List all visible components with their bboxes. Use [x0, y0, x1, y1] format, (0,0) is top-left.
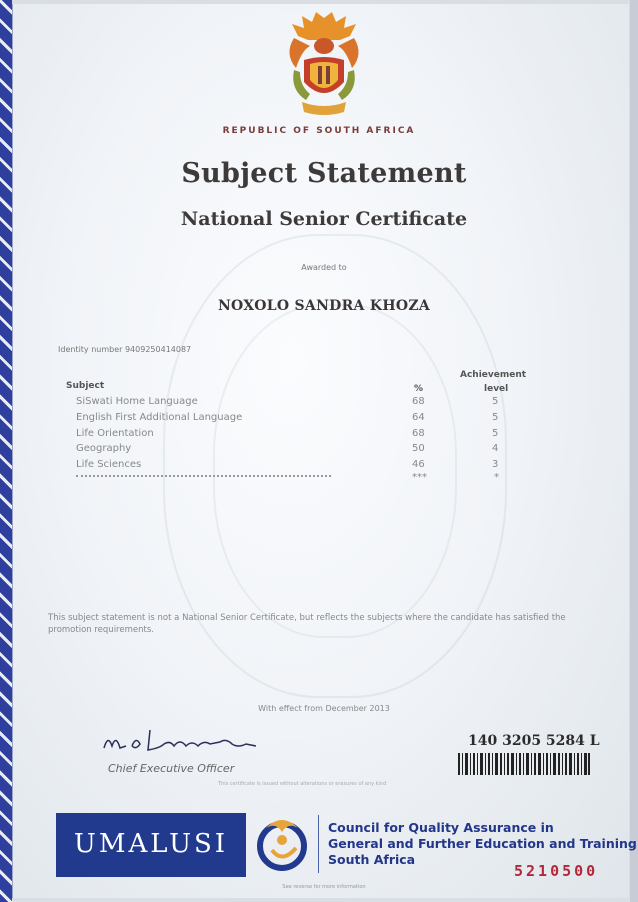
signature-icon [100, 726, 280, 762]
table-end-line [76, 475, 331, 477]
subject-name: English First Additional Language [76, 412, 243, 423]
umalusi-logo-icon [252, 810, 310, 876]
subject-name: SiSwati Home Language [76, 396, 198, 407]
subject-column-header: Subject [66, 381, 105, 391]
subject-percent: 50 [412, 443, 425, 454]
divider [318, 815, 319, 873]
document-title: Subject Statement [181, 158, 467, 189]
document-subtitle: National Senior Certificate [180, 208, 468, 230]
awarded-to-label: Awarded to [301, 263, 347, 272]
subject-percent: 68 [412, 428, 425, 439]
council-line: Council for Quality Assurance in [328, 820, 554, 835]
watermark-emblem-inner [213, 304, 457, 638]
reverse-note: See reverse for more information [282, 884, 366, 890]
subject-percent: 64 [412, 412, 425, 423]
table-end-level: * [494, 472, 499, 483]
country-heading: REPUBLIC OF SOUTH AFRICA [222, 126, 416, 136]
effective-date: With effect from December 2013 [258, 704, 390, 713]
barcode-icon [458, 753, 590, 775]
serial-number: 140 3205 5284 L [468, 733, 600, 749]
subject-level: 3 [492, 459, 499, 470]
subject-level: 4 [492, 443, 499, 454]
candidate-name: NOXOLO SANDRA KHOZA [217, 298, 431, 314]
subject-name: Life Sciences [76, 459, 142, 470]
certificate-code: 5210500 [514, 862, 599, 880]
umalusi-wordmark: UMALUSI [73, 829, 229, 859]
table-end-percent: *** [412, 472, 427, 483]
subject-level: 5 [492, 396, 499, 407]
fine-print: This certificate is issued without alterations or erasures of any kind [218, 781, 387, 787]
subject-level: 5 [492, 428, 499, 439]
level-column-header: level [484, 384, 509, 394]
statement-note: This subject statement is not a National Senior Certificate, but reflects the subjects where the candidate has satisfied the promotion requirements. [48, 613, 566, 635]
percent-column-header: % [414, 384, 424, 394]
coat-of-arms-icon [280, 10, 368, 122]
council-line: General and Further Education and Training [328, 836, 637, 851]
signatory-title: Chief Executive Officer [108, 762, 235, 775]
subject-percent: 68 [412, 396, 425, 407]
achievement-column-header: Achievement [460, 370, 527, 380]
subject-name: Geography [76, 443, 132, 454]
identity-number: Identity number 9409250414087 [58, 345, 192, 354]
subject-level: 5 [492, 412, 499, 423]
council-name [328, 820, 637, 868]
subject-percent: 46 [412, 459, 425, 470]
subject-name: Life Orientation [76, 428, 154, 439]
council-line: South Africa [328, 852, 416, 867]
